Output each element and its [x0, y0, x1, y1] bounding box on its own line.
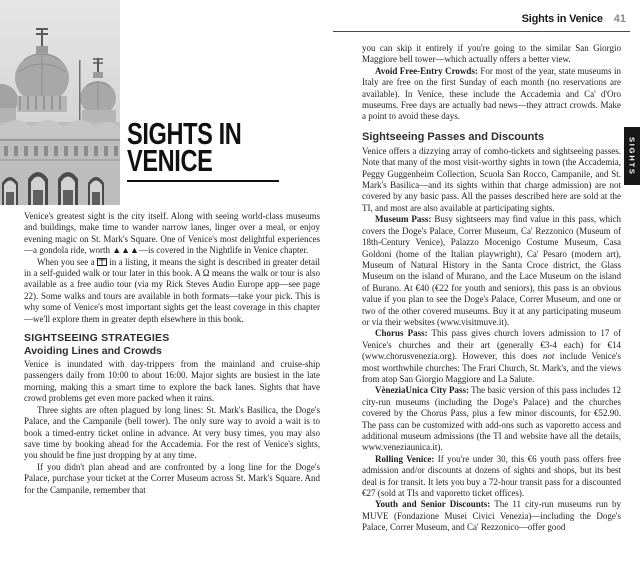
- section-heading-passes-discounts: Sightseeing Passes and Discounts: [362, 130, 545, 143]
- rolling-venice-lead: Rolling Venice:: [375, 453, 435, 464]
- youth-senior-paragraph: [362, 499, 621, 533]
- continuation-paragraph: you can skip it entirely if you're going to the similar San Giorgio Maggiore bell tower—which actually offers a better view.: [362, 43, 621, 65]
- free-entry-paragraph: [362, 66, 621, 123]
- chapter-title-line1: SIGHTS IN: [127, 116, 242, 151]
- chorus-pass-lead: Chorus Pass:: [375, 328, 428, 339]
- basilica-illustration: [0, 0, 120, 205]
- chapter-title: [127, 116, 337, 182]
- free-entry-lead: Avoid Free-Entry Crowds:: [375, 65, 478, 76]
- chorus-pass-italic-not: not: [542, 351, 555, 362]
- chapter-title-line2: VENICE: [127, 143, 213, 178]
- veneziaunica-paragraph: [362, 385, 621, 453]
- subsection-heading-avoiding-lines: Avoiding Lines and Crowds: [24, 345, 162, 358]
- chorus-pass-paragraph: [362, 328, 621, 385]
- museum-pass-paragraph: [362, 214, 621, 328]
- symbols-paragraph: [24, 257, 320, 325]
- chorus-pass-text-1: This pass gives church lovers admission to 17 of Venice's churches and their art (generally €3-4 each) for €14 (www.chorusvenezia.org). However, this does: [362, 328, 621, 362]
- left-column: [24, 211, 320, 496]
- veneziaunica-lead: VèneziaUnica City Pass:: [375, 385, 470, 396]
- symbols-text-1: When you see a: [37, 256, 97, 267]
- intro-paragraph: Venice's greatest sight is the city itself. Along with seeing world-class museums and buildings, make time to wander narrow lanes, linger over a meal, or enjoy evening magic on St. Mark's Square. One of Venice's most delightful experiences—a gondola ride, worth ▲▲▲—is covered in the Nightlife in Venice chapter.: [24, 211, 320, 256]
- youth-senior-text: The 11 city-run museums run by MUVE (Fondazione Musei Civici Venezia)—including the Doge's Palace, Correr Museum, and Ca' Rezzonico—offer good: [362, 499, 621, 533]
- museum-pass-text: Busy sightseers may find value in this pass, which covers the Doge's Palace, Correr Museum, Ca' Rezzonico (Museum of 18th-Century Venice), Palazzo Mocenigo Costume Museum, Casa Goldoni (home of the Italian playwright), Ca' Pesaro (modern art), Museum of Natural History in the Santa Croce district, the Glass Museum on the island of Murano, and the Lace Museum on the island of Burano. At €40 (€22 for youth and seniors), this pass is an obvious value if you plan to see the Doge's Palace, Correr Museum, and one or two of the other covered museums. Buy it at any participating museum or via their websites (www.visitmuve.it).: [362, 214, 622, 327]
- symbols-text-2: in a listing, it means the sight is described in greater detail in a self-guided walk or tour later in this book. A Ω means the walk or tour is also available as a free audio tour (via my Rick Steves Audio Europe app—see page 22). Some walks and tours are available in both formats—take your pick. This is why some of Venice's most important sights get the least coverage in this chapter—we'll explore them in greater depth elsewhere in this book.: [24, 256, 320, 324]
- header-rule: [333, 31, 630, 32]
- chorus-pass-text-2: include Venice's most worthwhile churches: The Frari Church, St. Mark's, and the views from atop San Giorgio Maggiore and La Salute.: [362, 351, 621, 384]
- passes-intro-paragraph: Venice offers a dizzying array of combo-tickets and sightseeing passes. Note that many of the most visit-worthy sights in town (the Accademia, Peggy Guggenheim Collection, Scuola San Rocco, Campanile, and St. Mark's Basilica—and its sights within that charge admission) are not covered by any basic pass. All the passes described here are sold at the TI, and most are also available at participating sights.: [362, 145, 621, 213]
- veneziaunica-text: The basic version of this pass includes 12 city-run museums (including the Doge's Palace) and the churches covered by the Chorus Pass, plus a few minor discounts, for €52.90. The pass can be customized with add-ons such as vaporetto access and additional museum admissions (the TI and website have all the details, www.veneziaunica.it).: [362, 385, 621, 453]
- youth-senior-lead: Youth and Senior Discounts:: [375, 499, 491, 510]
- chapter-title-rule: [127, 180, 279, 182]
- long-lines-paragraph: Three sights are often plagued by long lines: St. Mark's Basilica, the Doge's Palace, and the Campanile (bell tower). The only sure way to avoid a wait is to book a timed-entry ticket online in advance. At very busy times, you may also save time by booking ahead for the Accademia. For the rest of Venice's sights, you should be fine just dropping by at any time.: [24, 404, 320, 461]
- running-head-title: Sights in Venice: [521, 13, 603, 25]
- museum-pass-lead: Museum Pass:: [375, 214, 432, 225]
- sights-chapter-tab: [624, 127, 640, 185]
- page-number: 41: [613, 13, 626, 25]
- rolling-venice-paragraph: [362, 454, 621, 500]
- no-plan-paragraph: If you didn't plan ahead and are confronted by a long line for the Doge's Palace, purchase your ticket at the Correr Museum across St. Mark's Square. And for the Campanile, remember that: [24, 461, 320, 495]
- page-header: [522, 13, 626, 25]
- free-entry-text: For most of the year, state museums in Italy are free on the first Sunday of each month (no reservations are available). In Venice, these include the Accademia and Ca' d'Oro museums. Free days are actually bad news—they attract crowds. Make a point to avoid these days.: [362, 65, 621, 122]
- crowds-paragraph: Venice is inundated with day-trippers from the mainland and cruise-ship passengers daily from 10:00 to about 16:00. Major sights are busiest in the late morning, making this a smart time to explore the back lanes. Sights that have crowd problems get even more packed when it rains.: [24, 359, 320, 404]
- sights-chapter-tab-label: SIGHTS: [627, 136, 637, 176]
- section-heading-sightseeing-strategies: SIGHTSEEING STRATEGIES: [24, 332, 170, 345]
- st-marks-basilica-photo: [0, 0, 120, 205]
- rolling-venice-text: If you're under 30, this €6 youth pass offers free admission and/or discounts at dozens of sights and shops, but its best deal is for transit. It lets you buy a 72-hour transit pass for a discounted €27 (sold at TIs and vaporetto ticket offices).: [362, 453, 621, 499]
- right-column: [362, 43, 621, 534]
- book-icon: [97, 258, 107, 266]
